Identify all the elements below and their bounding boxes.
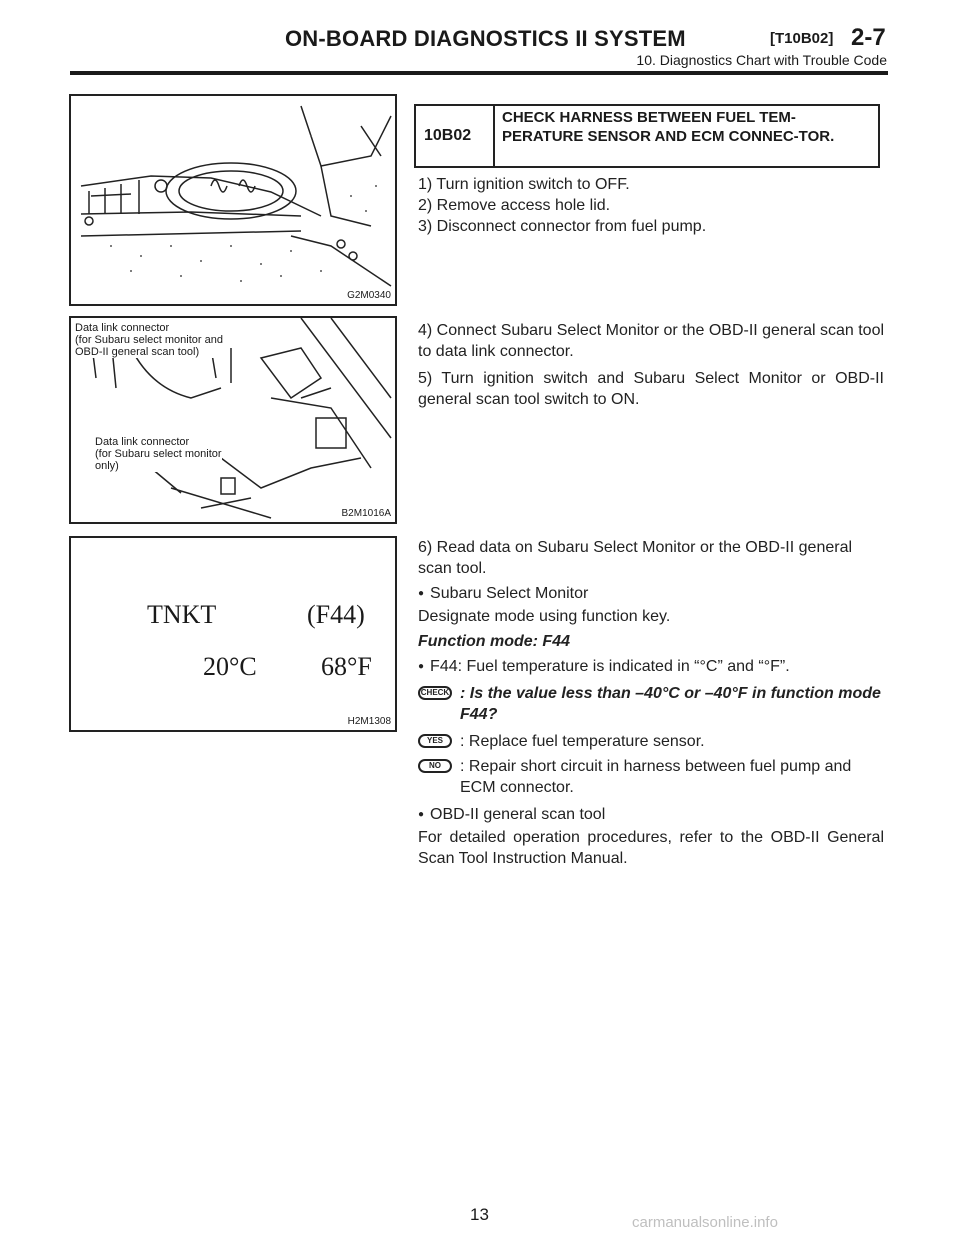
page-section-code: [T10B02]	[770, 30, 834, 47]
page-number: 13	[470, 1205, 489, 1224]
yes-icon: YES	[418, 734, 452, 748]
yes-text: : Replace fuel temperature sensor.	[460, 733, 705, 750]
no-text: : Repair short circuit in harness between fuel pump and ECM connector.	[460, 758, 852, 796]
detail-line: For detailed operation procedures, refer to the OBD-II General Scan Tool Instruction Manual.	[418, 829, 884, 867]
yes-row	[418, 731, 884, 752]
steps-group-c	[418, 537, 884, 869]
step-line: 1) Turn ignition switch to OFF.	[418, 176, 630, 193]
no-row	[418, 756, 884, 798]
check-icon: CHECK	[418, 686, 452, 700]
check-row	[418, 683, 884, 725]
bullet-ssm: ● Subaru Select Monitor	[418, 583, 884, 606]
step-line: 6) Read data on Subaru Select Monitor or the OBD-II general scan tool.	[418, 539, 853, 577]
watermark: carmanualsonline.info	[632, 1214, 778, 1231]
designate-line: Designate mode using function key.	[418, 608, 671, 625]
display-mode-code: (F44)	[307, 600, 365, 629]
display-value-fahrenheit: 68°F	[321, 652, 372, 681]
figure-data-link-connector	[69, 316, 397, 524]
step-line: 5) Turn ignition switch and Subaru Select Monitor or OBD-II general scan tool switch to ON.	[418, 370, 884, 408]
callout-data-link-connector-all: Data link connector (for Subaru select monitor and OBD-II general scan tool)	[75, 322, 223, 358]
figure-code: G2M0340	[347, 290, 391, 301]
header-rule	[70, 71, 888, 75]
figure-monitor-display	[69, 536, 397, 732]
step-line: 2) Remove access hole lid.	[418, 197, 611, 214]
page-header-title: ON-BOARD DIAGNOSTICS II SYSTEM	[285, 26, 686, 51]
step-header-box	[414, 104, 880, 168]
display-value-celsius: 20°C	[203, 652, 257, 681]
check-question: : Is the value less than –40°C or –40°F in function mode F44?	[460, 685, 881, 723]
step-line: 4) Connect Subaru Select Monitor or the OBD-II general scan tool to data link connector.	[418, 322, 885, 360]
steps-group-b	[418, 320, 884, 410]
steps-group-a	[418, 174, 884, 237]
step-heading: CHECK HARNESS BETWEEN FUEL TEM-PERATURE SENSOR AND ECM CONNEC-TOR.	[502, 109, 835, 145]
step-line: 3) Disconnect connector from fuel pump.	[418, 218, 707, 235]
step-divider	[493, 106, 495, 166]
fuel-pump-illustration	[71, 96, 395, 304]
bullet-f44: ● F44: Fuel temperature is indicated in “°C” and “°F”.	[418, 656, 884, 679]
page-ref: 2-7	[851, 24, 886, 51]
no-icon: NO	[418, 759, 452, 773]
figure-code: B2M1016A	[341, 508, 391, 519]
figure-fuel-pump-access	[69, 94, 397, 306]
step-code: 10B02	[424, 127, 472, 144]
display-mode-name: TNKT	[147, 600, 217, 629]
figure-code: H2M1308	[347, 716, 391, 727]
page-header-subtitle: 10. Diagnostics Chart with Trouble Code	[636, 52, 887, 68]
function-mode: Function mode: F44	[418, 633, 570, 650]
callout-data-link-connector-ssm: Data link connector (for Subaru select monitor only)	[95, 436, 222, 472]
bullet-obd: ● OBD-II general scan tool	[418, 804, 884, 827]
